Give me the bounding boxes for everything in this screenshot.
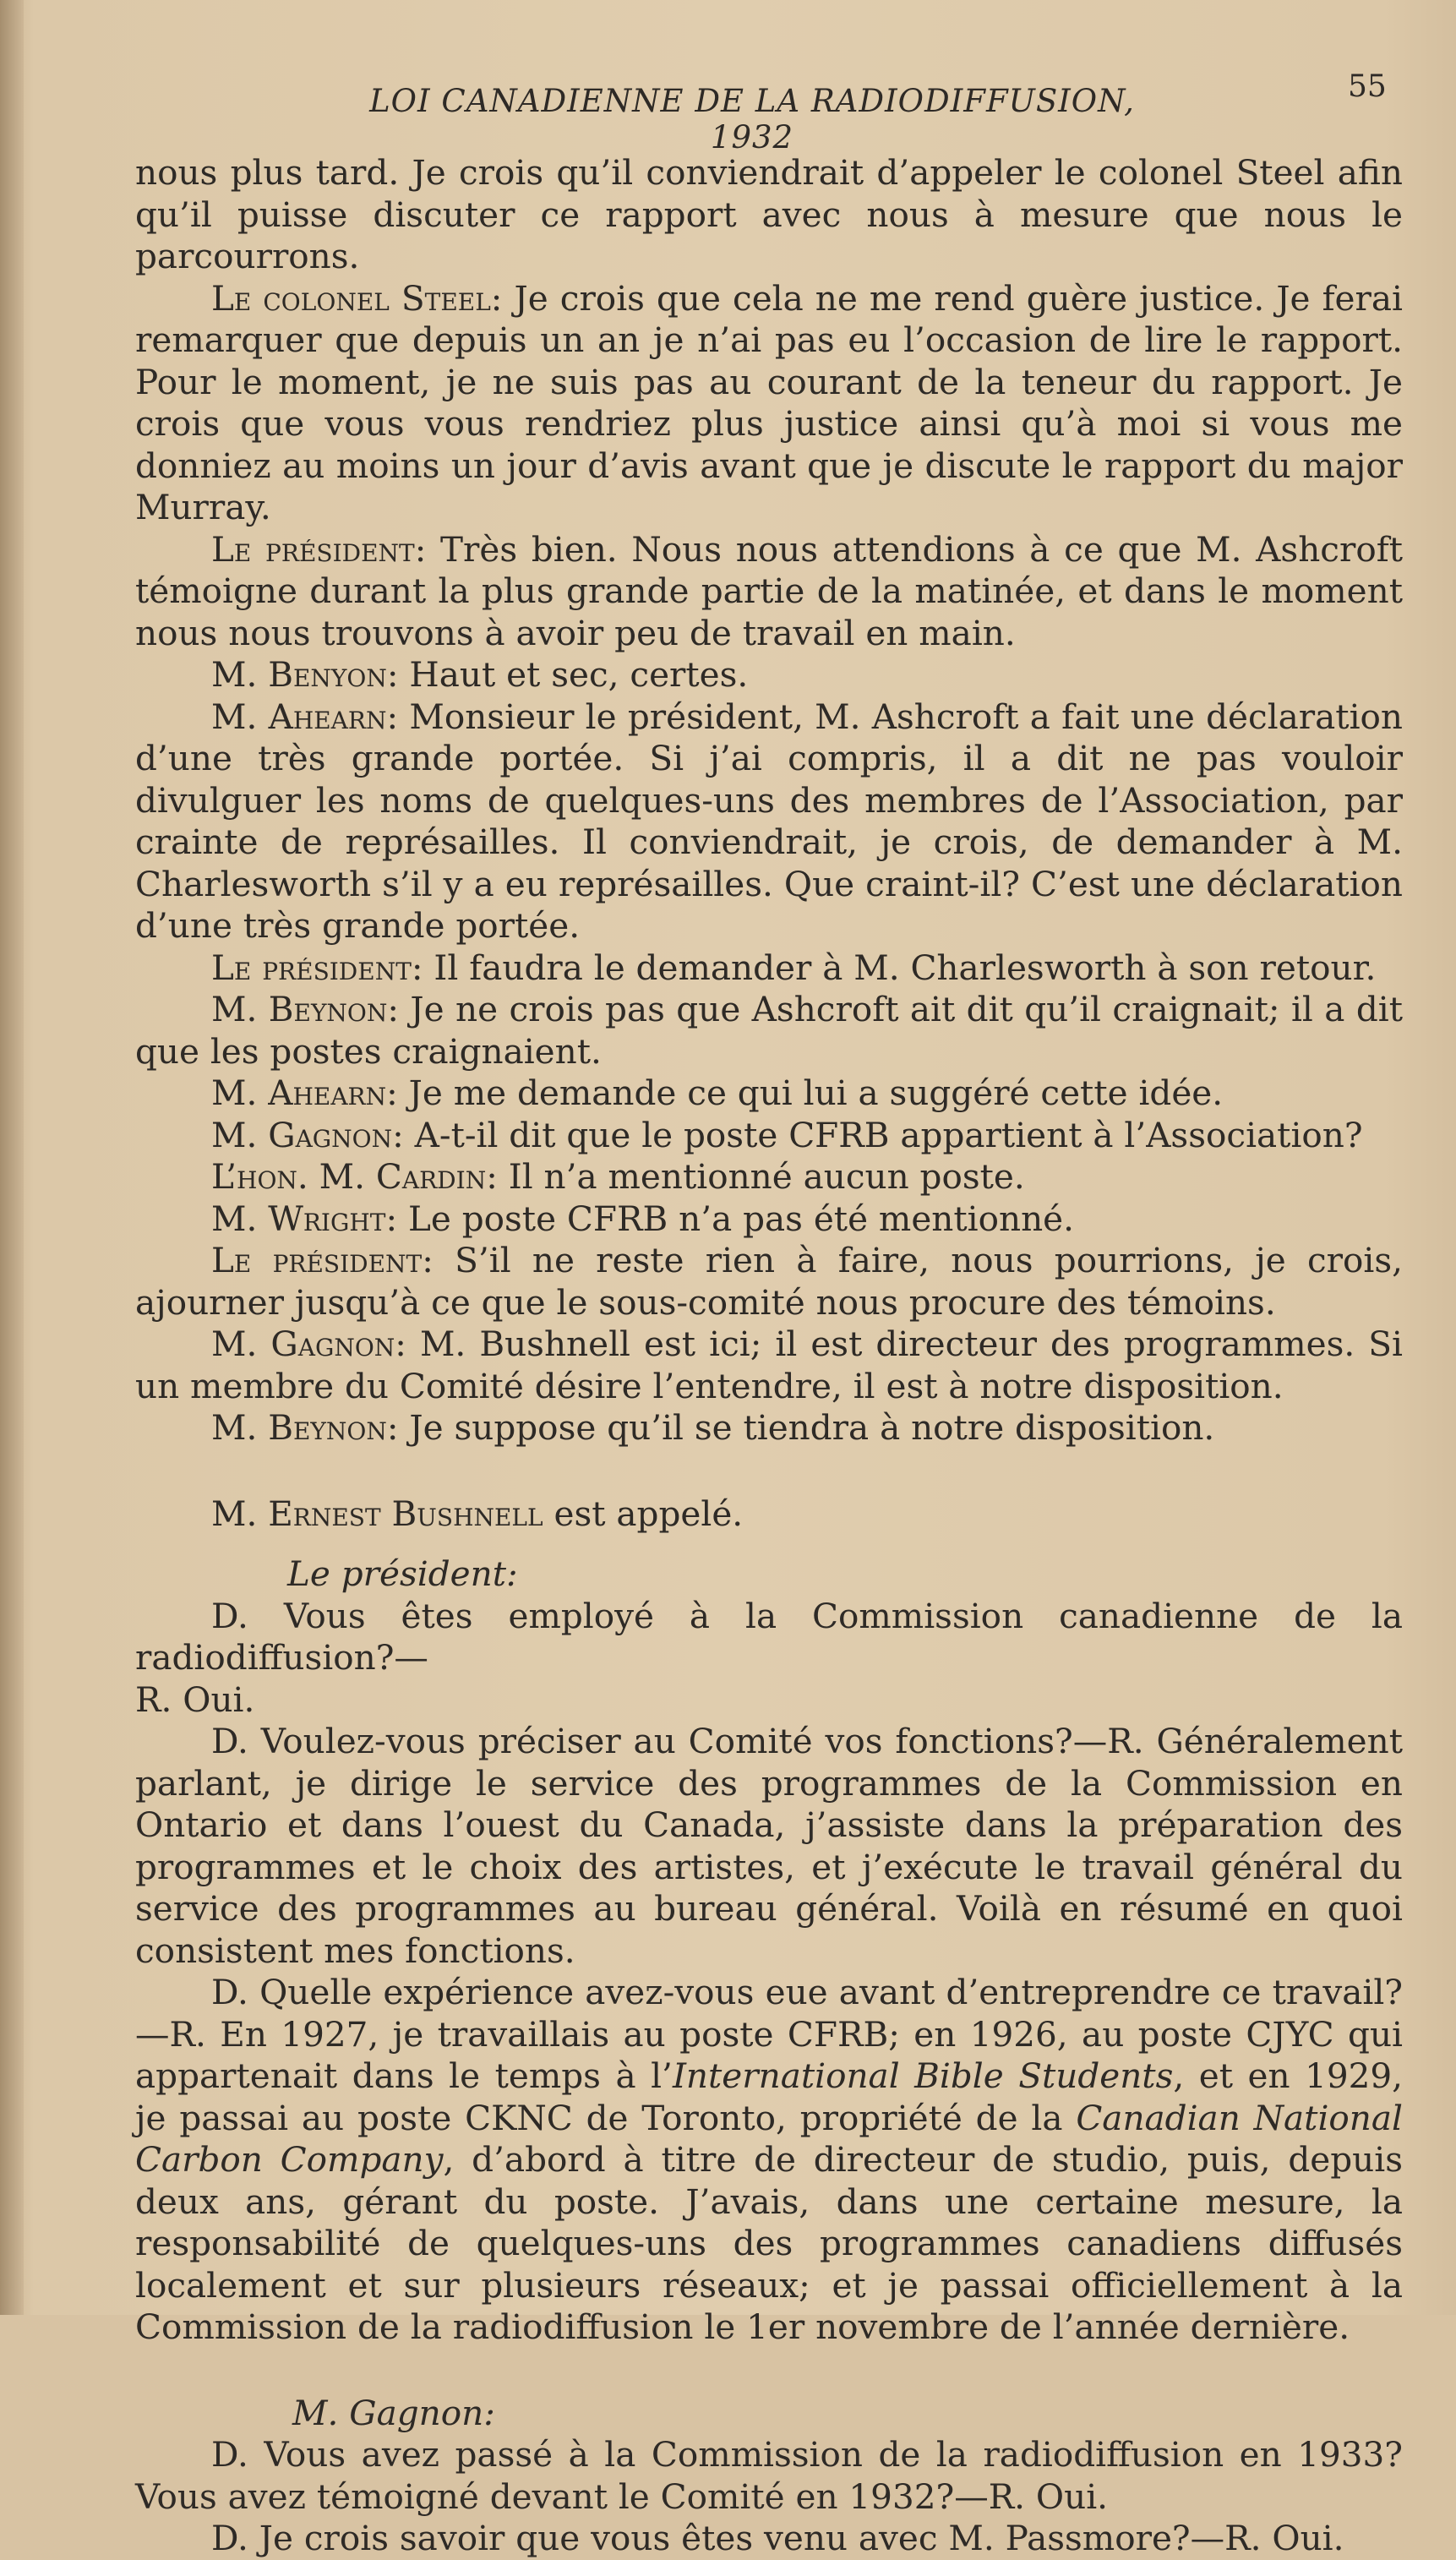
qa-italic-org: International Bible Students bbox=[672, 2055, 1174, 2096]
qa-paragraph: D. Vous êtes employé à la Commission canadienne de la radiodiffusion?— bbox=[135, 1595, 1403, 1678]
speaker-name: M. Beynon: bbox=[211, 989, 400, 1029]
paragraph bbox=[135, 152, 1403, 278]
paragraph-text: S’il ne reste rien à faire, nous pourrions, je crois, ajourner jusqu’à ce que le sous-comité nous procure des témoins. bbox=[135, 1240, 1403, 1323]
qa-paragraph: R. Oui. bbox=[135, 1678, 255, 1720]
paragraph bbox=[135, 278, 1403, 529]
paragraph bbox=[135, 529, 1403, 655]
paragraph-text: Monsieur le président, M. Ashcroft a fait une déclaration d’une très grande portée. Si j’ai compris, il a dit ne pas vouloir divulguer les noms de quelques-uns des membres de l’Association, par crainte de représailles. Il conviendrait, je crois, de demander à M. Charlesworth s’il y a eu représailles. Que craint-il? C’est une déclaration d’une très grande portée. bbox=[135, 696, 1404, 946]
paragraph bbox=[135, 654, 1403, 696]
paragraph bbox=[135, 696, 1403, 947]
paragraph-text: Il n’a mentionné aucun poste. bbox=[497, 1156, 1025, 1197]
page-number: 55 bbox=[1348, 69, 1387, 104]
speaker-name: M. Wright: bbox=[211, 1198, 398, 1239]
section-heading-president: Le président: bbox=[287, 1553, 518, 1594]
speaker-name: M. Ahearn: bbox=[211, 696, 399, 737]
paragraph-text: Je crois que cela ne me rend guère justice. Je ferai remarquer que depuis un an je n’ai pas eu l’occasion de lire le rapport. Pour le moment, je ne suis pas au courant de la teneur du rapport. Je crois que vous vous rendriez plus justice ainsi qu’à moi si vous me donniez au moins un jour d’avis avant que je discute le rapport du major Murray. bbox=[135, 277, 1403, 527]
paragraph bbox=[135, 1156, 1403, 1198]
witness-name: M. Ernest Bushnell bbox=[211, 1493, 543, 1534]
speaker-name: L’hon. M. Cardin: bbox=[211, 1156, 498, 1197]
paragraph-text: nous plus tard. Je crois qu’il conviendrait d’appeler le colonel Steel afin qu’il puisse discuter ce rapport avec nous à mesure que nous le parcourrons. bbox=[135, 152, 1403, 276]
witness-called-line bbox=[135, 1493, 1403, 1536]
paragraph bbox=[135, 1324, 1403, 1407]
qa-text: , d’abord à titre de directeur de studio, puis, depuis deux ans, gérant du poste. J’avais, dans une certaine mesure, la responsabilité de quelques-uns des programmes canadiens diffusés localement et sur plusieurs réseaux; et je passai officiellement à la Commission de la radiodiffusion le 1er novembre de l’année dernière. bbox=[135, 2139, 1403, 2347]
speaker-name: Le président: bbox=[211, 947, 423, 988]
speaker-name: M. Ahearn: bbox=[211, 1073, 398, 1113]
paragraph-text: M. Bushnell est ici; il est directeur des programmes. Si un membre du Comité désire l’entendre, il est à notre disposition. bbox=[135, 1324, 1403, 1406]
body-text bbox=[135, 152, 1403, 2560]
section-heading-gagnon: M. Gagnon: bbox=[292, 2392, 495, 2433]
paragraph bbox=[135, 989, 1403, 1073]
qa-paragraph bbox=[135, 1972, 1403, 2349]
speaker-name: M. Gagnon: bbox=[211, 1114, 404, 1155]
paragraph bbox=[135, 1198, 1403, 1241]
qa-italic-org: Canadian National Carbon Company bbox=[135, 2097, 1403, 2180]
speaker-name: Le colonel Steel: bbox=[211, 277, 503, 319]
paragraph-text: Je suppose qu’il se tiendra à notre disposition. bbox=[398, 1407, 1215, 1448]
speaker-name: Le président: bbox=[211, 528, 427, 570]
spacer bbox=[135, 1449, 1403, 1493]
qa-text: , et en 1929, je passai au poste CKNC de Toronto, propriété de la bbox=[135, 2055, 1404, 2138]
speaker-name: Le président: bbox=[211, 1240, 434, 1280]
spacer bbox=[135, 1535, 1403, 1553]
paragraph bbox=[135, 1407, 1403, 1449]
paragraph-text: Très bien. Nous nous attendions à ce que M. Ashcroft témoigne durant la plus grande partie de la matinée, et dans le moment nous nous trouvons à avoir peu de travail en main. bbox=[135, 528, 1403, 653]
paragraph bbox=[135, 1073, 1403, 1115]
speaker-name: M. Benyon: bbox=[211, 654, 399, 695]
paragraph bbox=[135, 1115, 1403, 1157]
qa-text: D. Quelle expérience avez-vous eue avant d’entreprendre ce travail?—R. En 1927, je travaillais au poste CFRB; en 1926, au poste CJYC qui appartenait dans le temps à l’ bbox=[135, 1972, 1403, 2096]
speaker-name: M. Beynon: bbox=[211, 1407, 399, 1448]
paragraph-text: Je me demande ce qui lui a suggéré cette idée. bbox=[397, 1073, 1224, 1113]
spacer bbox=[135, 2349, 1403, 2393]
binding-gutter bbox=[0, 0, 24, 2315]
paragraph-text: A-t-il dit que le poste CFRB appartient à l’Association? bbox=[403, 1114, 1363, 1155]
paragraph-text: Je ne crois pas que Ashcroft ait dit qu’il craignait; il a dit que les postes craignaient. bbox=[135, 989, 1403, 1072]
paragraph bbox=[135, 947, 1403, 990]
qa-paragraph: D. Vous avez passé à la Commission de la radiodiffusion en 1933? Vous avez témoigné devant le Comité en 1932?—R. Oui. bbox=[135, 2434, 1403, 2517]
witness-called-suffix: est appelé. bbox=[543, 1493, 744, 1534]
running-title: LOI CANADIENNE DE LA RADIODIFFUSION, 1932 bbox=[369, 83, 1135, 156]
qa-paragraph: D. Voulez-vous préciser au Comité vos fonctions?—R. Généralement parlant, je dirige le service des programmes de la Commission en Ontario et dans l’ouest du Canada, j’assiste dans la préparation des programmes et le choix des artistes, et j’exécute le travail général du service des programmes au bureau général. Voilà en résumé en quoi consistent mes fonctions. bbox=[135, 1721, 1403, 1971]
paragraph-text: Le poste CFRB n’a pas été mentionné. bbox=[397, 1198, 1074, 1239]
paragraph-text: Il faudra le demander à M. Charlesworth à son retour. bbox=[423, 947, 1377, 988]
paragraph bbox=[135, 1240, 1403, 1324]
speaker-name: M. Gagnon: bbox=[211, 1324, 406, 1364]
paragraph-text: Haut et sec, certes. bbox=[398, 654, 749, 695]
qa-paragraph: D. Je crois savoir que vous êtes venu avec M. Passmore?—R. Oui. bbox=[211, 2518, 1344, 2558]
